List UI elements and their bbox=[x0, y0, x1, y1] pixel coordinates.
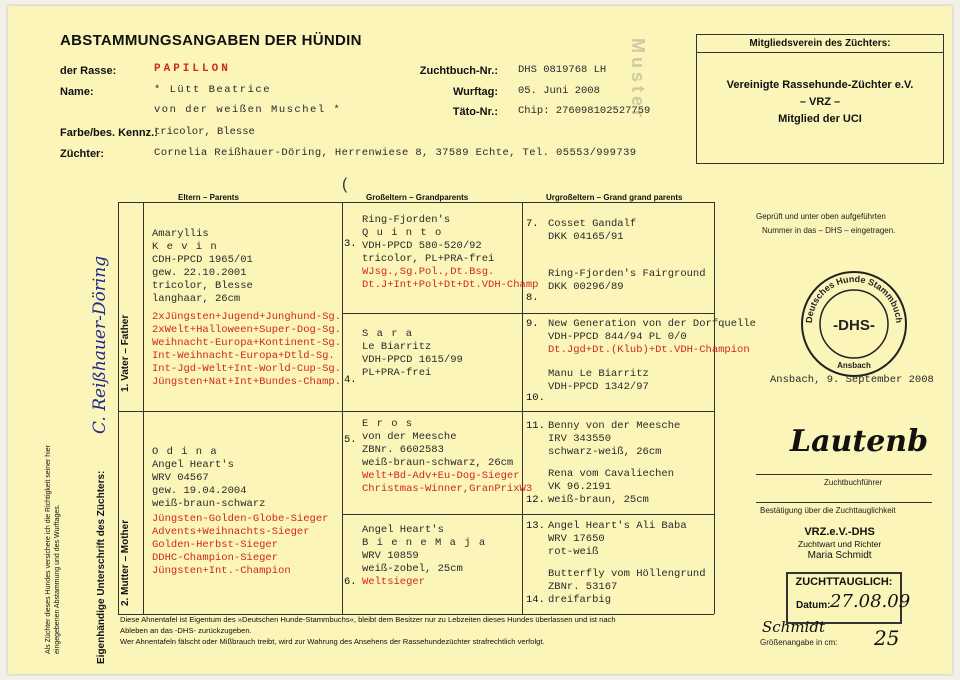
gp4-line: Le Biarritz bbox=[362, 341, 432, 353]
warden-signature: Schmidt bbox=[762, 618, 825, 636]
ggp13-line: Angel Heart's Ali Baba bbox=[548, 520, 687, 532]
gp3-title: WJsg.,Sg.Pol.,Dt.Bsg. bbox=[362, 266, 495, 278]
ggp11-info bbox=[548, 420, 680, 459]
wurftag-label: Wurftag: bbox=[452, 86, 498, 98]
ggp14-line: dreifarbig bbox=[548, 594, 612, 606]
name-label: Name: bbox=[60, 86, 94, 98]
farbe-label: Farbe/bes. Kennz.: bbox=[60, 127, 158, 139]
footer-line: Wer Ahnentafeln fälscht oder Mißbrauch treibt, wird zur Wahrung des Ansehens der Rassehundezüchter strafrechtlich verfolgt. bbox=[120, 637, 545, 646]
ggp8-number: 8. bbox=[526, 292, 539, 304]
ggp11-number: 11. bbox=[526, 420, 545, 432]
father-line: Amaryllis bbox=[152, 228, 209, 240]
mother-title: Jüngsten-Golden-Globe-Sieger bbox=[152, 513, 329, 525]
ggp12-line: Rena vom Cavaliechen bbox=[548, 468, 675, 480]
ggp9-line: New Generation von der Dorfquelle bbox=[548, 318, 756, 330]
place-date: Ansbach, 9. September 2008 bbox=[770, 374, 934, 386]
gp4-info bbox=[362, 328, 463, 380]
ggp12-info bbox=[548, 468, 674, 507]
taeto-value: Chip: 276098102527759 bbox=[518, 105, 651, 117]
col-header-parents: Eltern – Parents bbox=[178, 193, 239, 202]
wurftag-value: 05. Juni 2008 bbox=[518, 85, 600, 97]
father-line: langhaar, 26cm bbox=[152, 293, 241, 305]
ggp14-number: 14. bbox=[526, 594, 545, 606]
mother-line: weiß-braun-schwarz bbox=[152, 498, 266, 510]
ggp7-line: DKK 04165/91 bbox=[548, 231, 624, 243]
breeding-confirmation-label: Bestätigung über die Zuchttauglichkeit bbox=[760, 506, 896, 515]
gp6-number: 6. bbox=[344, 576, 357, 588]
ggp10-info bbox=[548, 368, 649, 394]
signature-label: Eigenhändige Unterschrift des Züchters: bbox=[96, 470, 107, 664]
zuchttauglich-stamp bbox=[786, 572, 911, 624]
gp3-gp4-divider bbox=[342, 313, 714, 314]
father-title: Int-Weihnacht-Europa+Dtld-Sg. bbox=[152, 350, 335, 362]
ggp11-line: Benny von der Meesche bbox=[548, 420, 681, 432]
ggp9-number: 9. bbox=[526, 318, 539, 330]
gp5-info bbox=[362, 418, 532, 496]
checked-text-2: Nummer in das – DHS – eingetragen. bbox=[762, 226, 896, 235]
checked-text-1: Geprüft und unter oben aufgeführten bbox=[756, 212, 886, 221]
mother-title: DDHC-Champion-Sieger bbox=[152, 552, 279, 564]
club-box bbox=[696, 34, 944, 164]
stamp-bottom-text: Ansbach bbox=[837, 361, 871, 370]
zuechter-value: Cornelia Reißhauer-Döring, Herrenwiese 8, 37589 Echte, Tel. 05553/999739 bbox=[154, 147, 637, 159]
ggp13-line: WRV 17650 bbox=[548, 533, 605, 545]
club-box-header: Mitgliedsverein des Züchters: bbox=[697, 35, 943, 53]
father-titles bbox=[152, 311, 341, 389]
col-header-greatgrandparents: Urgroßeltern – Grand grand parents bbox=[546, 193, 683, 202]
gp5-number: 5. bbox=[344, 434, 357, 446]
father-line: tricolor, Blesse bbox=[152, 280, 253, 292]
pedigree-document bbox=[8, 6, 952, 674]
father-side-label: 1. Vater – Father bbox=[120, 314, 131, 392]
ggp8-line: DKK 00296/89 bbox=[548, 281, 624, 293]
father-title: 2xWelt+Halloween+Super-Dog-Sg. bbox=[152, 324, 342, 336]
gp5-line: ZBNr. 6602583 bbox=[362, 444, 444, 456]
gp5-line: E r o s bbox=[362, 418, 414, 430]
ggp12-line: VK 96.2191 bbox=[548, 481, 612, 493]
mother-line: Angel Heart's bbox=[152, 459, 234, 471]
gp4-line: PL+PRA-frei bbox=[362, 367, 432, 379]
ggp9-line: VDH-PPCD 844/94 PL 0/0 bbox=[548, 331, 687, 343]
ggp7-info bbox=[548, 218, 636, 244]
father-line: CDH-PPCD 1965/01 bbox=[152, 254, 253, 266]
zuchtbuch-value: DHS 0819768 LH bbox=[518, 64, 607, 76]
father-line: gew. 22.10.2001 bbox=[152, 267, 247, 279]
footer-line: Diese Ahnentafel ist Eigentum des »Deutschen Hunde-Stammbuchs«, bleibt dem Besitzer nur zu Lebzeiten dieses Hundes überlassen und ist nach bbox=[120, 615, 616, 624]
father-info bbox=[152, 228, 253, 306]
farbe-value: tricolor, Blesse bbox=[154, 126, 255, 138]
zuchtbuch-label: Zuchtbuch-Nr.: bbox=[419, 65, 498, 77]
ggp9-info bbox=[548, 318, 756, 357]
affirmation-text: Als Züchter dieses Hundes versichere ich die Richtigkeit seiner hier eingegebenen Abstammung und des Wurftages. bbox=[45, 445, 61, 654]
gp3-line: Ring-Fjorden's bbox=[362, 214, 451, 226]
gp4-line: S a r a bbox=[362, 328, 414, 340]
gp3-line: Q u i n t o bbox=[362, 227, 443, 239]
gp3-line: tricolor, PL+PRA-frei bbox=[362, 253, 495, 265]
vrz-stamp-line1: VRZ.e.V.-DHS bbox=[804, 526, 875, 538]
father-line: K e v i n bbox=[152, 241, 218, 253]
mother-line: gew. 19.04.2004 bbox=[152, 485, 247, 497]
right-border bbox=[714, 202, 715, 614]
left-border bbox=[118, 202, 119, 614]
ggp8-line: Ring-Fjorden's Fairground bbox=[548, 268, 706, 280]
ggp13-info bbox=[548, 520, 687, 559]
datum-value: 27.08.09 bbox=[830, 591, 911, 612]
ggp9-title: Dt.Jgd+Dt.(Klub)+Dt.VDH-Champion bbox=[548, 344, 750, 356]
mother-title: Golden-Herbst-Sieger bbox=[152, 539, 279, 551]
gp6-title: Weltsieger bbox=[362, 576, 426, 588]
stamp-top-text: Deutsches Hunde Stammbuch bbox=[803, 273, 905, 324]
ggp10-number: 10. bbox=[526, 392, 545, 404]
mother-side-label: 2. Mutter – Mother bbox=[120, 519, 131, 606]
father-title: Weihnacht-Europa+Kontinent-Sg. bbox=[152, 337, 342, 349]
footer-notice bbox=[120, 614, 616, 647]
ggp12-line: weiß-braun, 25cm bbox=[548, 494, 649, 506]
ggp12-number: 12. bbox=[526, 494, 545, 506]
vrz-stamp-line3: Maria Schmidt bbox=[807, 550, 872, 561]
vrz-stamp bbox=[798, 526, 881, 562]
name-value-line2: von der weißen Muschel * bbox=[154, 104, 342, 116]
breeder-signature: C. Reißhauer-Döring bbox=[90, 255, 110, 434]
mother-titles bbox=[152, 513, 328, 578]
size-label: Größenangabe in cm: bbox=[760, 638, 838, 647]
pedigree-top-rule bbox=[118, 202, 714, 203]
club-membership: Mitglied der UCI bbox=[778, 113, 862, 125]
ggp7-line: Cosset Gandalf bbox=[548, 218, 637, 230]
datum-label: Datum: bbox=[796, 600, 831, 611]
mother-line: O d i n a bbox=[152, 446, 218, 458]
registrar-signature: Lautenb bbox=[790, 424, 929, 459]
stamp-center-text: -DHS- bbox=[833, 317, 875, 334]
ggp8-info bbox=[548, 268, 706, 294]
side-label-divider bbox=[143, 202, 144, 614]
name-value-line1: * Lütt Beatrice bbox=[154, 84, 272, 96]
document-title: ABSTAMMUNGSANGABEN DER HÜNDIN bbox=[60, 32, 362, 49]
margin-stamp: Muster bbox=[628, 38, 648, 122]
ggp13-number: 13. bbox=[526, 520, 545, 532]
gp6-line: WRV 10859 bbox=[362, 550, 419, 562]
gp5-gp6-divider bbox=[342, 514, 714, 515]
rasse-label: der Rasse: bbox=[60, 65, 117, 77]
ggp11-line: schwarz-weiß, 26cm bbox=[548, 446, 662, 458]
gp6-line: B i e n e M a j a bbox=[362, 537, 487, 549]
registrar-signature-line bbox=[756, 474, 932, 475]
dhs-stamp-graphic bbox=[798, 268, 910, 380]
zuchttauglich-title: ZUCHTTAUGLICH: bbox=[795, 576, 893, 588]
footer-line: Ableben an das -DHS- zurückzugeben. bbox=[120, 626, 252, 635]
club-abbrev: – VRZ – bbox=[799, 96, 841, 108]
gp6-line: Angel Heart's bbox=[362, 524, 444, 536]
father-title: Int-Jgd-Welt+Int-World-Cup-Sg. bbox=[152, 363, 342, 375]
ggp14-line: Butterfly vom Höllengrund bbox=[548, 568, 706, 580]
gp4-line: VDH-PPCD 1615/99 bbox=[362, 354, 463, 366]
gp3-number: 3. bbox=[344, 238, 357, 250]
father-title: Jüngsten+Nat+Int+Bundes-Champ. bbox=[152, 376, 342, 388]
ggp13-line: rot-weiß bbox=[548, 546, 599, 558]
gp5-line: weiß-braun-schwarz, 26cm bbox=[362, 457, 514, 469]
father-title: 2xJüngsten+Jugend+Junghund-Sg. bbox=[152, 311, 342, 323]
mother-info bbox=[152, 446, 265, 511]
ggp14-info bbox=[548, 568, 706, 607]
gp5-title: Christmas-Winner,GranPrixW3 bbox=[362, 483, 533, 495]
gp3-info bbox=[362, 214, 538, 292]
ggp14-line: ZBNr. 53167 bbox=[548, 581, 618, 593]
ggp10-line: Manu Le Biarritz bbox=[548, 368, 649, 380]
zuechter-label: Züchter: bbox=[60, 148, 104, 160]
confirm-rule bbox=[756, 502, 932, 503]
gp3-line: VDH-PPCD 580-520/92 bbox=[362, 240, 482, 252]
ggp11-line: IRV 343550 bbox=[548, 433, 612, 445]
vrz-stamp-line2: Zuchtwart und Richter bbox=[798, 539, 882, 549]
parents-divider bbox=[342, 202, 343, 614]
gp4-number: 4. bbox=[344, 374, 357, 386]
mother-title: Advents+Weihnachts-Sieger bbox=[152, 526, 310, 538]
bracket-mark: ( bbox=[342, 176, 348, 193]
size-value: 25 bbox=[874, 626, 900, 650]
gp6-info bbox=[362, 524, 486, 589]
mother-line: WRV 04567 bbox=[152, 472, 209, 484]
mother-title: Jüngsten+Int.-Champion bbox=[152, 565, 291, 577]
gp3-title: Dt.J+Int+Pol+Dt+Dt.VDH-Champ bbox=[362, 279, 539, 291]
ggp10-line: VDH-PPCD 1342/97 bbox=[548, 381, 649, 393]
col-header-grandparents: Großeltern – Grandparents bbox=[366, 193, 469, 202]
rasse-value: PAPILLON bbox=[154, 63, 231, 75]
zuchtbuchfuehrer-label: Zuchtbuchführer bbox=[824, 478, 883, 487]
club-name: Vereinigte Rassehunde-Züchter e.V. bbox=[726, 79, 914, 91]
father-mother-divider bbox=[118, 411, 714, 412]
gp5-line: von der Meesche bbox=[362, 431, 457, 443]
taeto-label: Täto-Nr.: bbox=[452, 106, 498, 118]
gp5-title: Welt+Bd-Adv+Eu-Dog-Sieger bbox=[362, 470, 520, 482]
gp6-line: weiß-zobel, 25cm bbox=[362, 563, 463, 575]
ggp7-number: 7. bbox=[526, 218, 539, 230]
dhs-stamp bbox=[798, 268, 910, 380]
